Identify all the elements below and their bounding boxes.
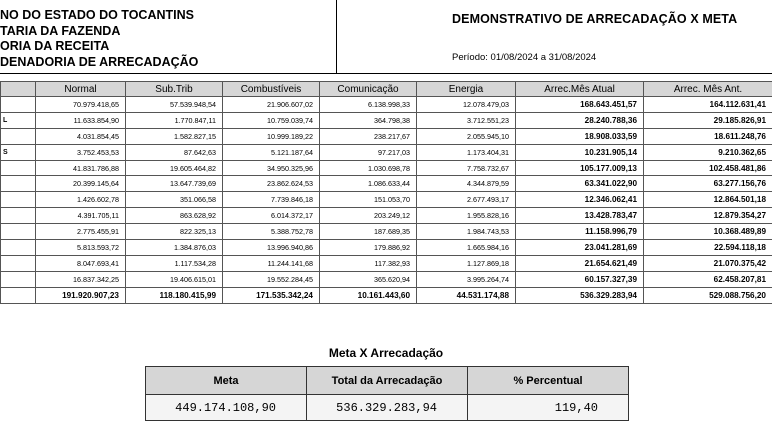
table-cell: 21.070.375,42 [644, 255, 772, 271]
table-cell: 6.014.372,17 [223, 208, 320, 224]
table-cell: 102.458.481,86 [644, 160, 772, 176]
table-cell: 62.458.207,81 [644, 271, 772, 287]
table-cell: 3.712.551,23 [417, 112, 516, 128]
row-label [1, 255, 36, 271]
org-line: ORIA DA RECEITA [0, 39, 110, 53]
table-cell: 4.391.705,11 [36, 208, 126, 224]
org-header [0, 0, 337, 74]
table-cell: 70.979.418,65 [36, 97, 126, 113]
table-cell: 20.399.145,64 [36, 176, 126, 192]
table-cell: 22.594.118,18 [644, 240, 772, 256]
org-line: TARIA DA FAZENDA [0, 23, 121, 38]
table-cell: 21.906.607,02 [223, 97, 320, 113]
table-cell: 19.552.284,45 [223, 271, 320, 287]
total-value: 536.329.283,94 [307, 395, 468, 421]
row-label [1, 176, 36, 192]
table-cell: 11.633.854,90 [36, 112, 126, 128]
total-header: Total da Arrecadação [307, 367, 468, 395]
table-cell: 41.831.786,88 [36, 160, 126, 176]
table-cell: 5.388.752,78 [223, 224, 320, 240]
row-label: S [1, 144, 36, 160]
table-cell: 16.837.342,25 [36, 271, 126, 287]
table-cell: 238.217,67 [320, 128, 417, 144]
table-cell: 7.758.732,67 [417, 160, 516, 176]
total-cell: 171.535.342,24 [223, 287, 320, 303]
column-header: Energia [417, 82, 516, 97]
table-cell: 1.030.698,78 [320, 160, 417, 176]
total-label [1, 287, 36, 303]
row-label [1, 240, 36, 256]
table-row [1, 271, 772, 287]
table-cell: 11.244.141,68 [223, 255, 320, 271]
table-cell: 117.382,93 [320, 255, 417, 271]
table-cell: 1.384.876,03 [126, 240, 223, 256]
table-row [1, 192, 772, 208]
table-cell: 28.240.788,36 [516, 112, 644, 128]
table-row [1, 224, 772, 240]
org-line: NO DO ESTADO DO TOCANTINS [0, 8, 194, 22]
table-cell: 12.346.062,41 [516, 192, 644, 208]
percent-header: % Percentual [468, 367, 629, 395]
total-cell: 191.920.907,23 [36, 287, 126, 303]
table-cell: 1.582.827,15 [126, 128, 223, 144]
table-cell: 1.770.847,11 [126, 112, 223, 128]
table-cell: 4.031.854,45 [36, 128, 126, 144]
table-cell: 12.879.354,27 [644, 208, 772, 224]
table-cell: 1.117.534,28 [126, 255, 223, 271]
row-label [1, 160, 36, 176]
report-header [337, 0, 772, 74]
table-cell: 822.325,13 [126, 224, 223, 240]
total-cell: 44.531.174,88 [417, 287, 516, 303]
table-cell: 97.217,03 [320, 144, 417, 160]
table-cell: 179.886,92 [320, 240, 417, 256]
table-row [1, 255, 772, 271]
table-cell: 105.177.009,13 [516, 160, 644, 176]
table-cell: 863.628,92 [126, 208, 223, 224]
column-header: Sub.Trib [126, 82, 223, 97]
table-row [1, 144, 772, 160]
table-row [1, 97, 772, 113]
table-cell: 12.864.501,18 [644, 192, 772, 208]
report-period: Período: 01/08/2024 a 31/08/2024 [452, 52, 597, 63]
meta-table [145, 366, 629, 421]
table-row [1, 240, 772, 256]
table-cell: 1.426.602,78 [36, 192, 126, 208]
meta-title: Meta X Arrecadação [328, 346, 444, 360]
table-cell: 87.642,63 [126, 144, 223, 160]
table-cell: 7.739.846,18 [223, 192, 320, 208]
table-cell: 203.249,12 [320, 208, 417, 224]
percent-value: 119,40 [468, 395, 629, 421]
table-cell: 168.643.451,57 [516, 97, 644, 113]
total-cell: 118.180.415,99 [126, 287, 223, 303]
table-cell: 13.996.940,86 [223, 240, 320, 256]
table-cell: 9.210.362,65 [644, 144, 772, 160]
table-row [1, 160, 772, 176]
table-cell: 1.955.828,16 [417, 208, 516, 224]
column-header: Combustíveis [223, 82, 320, 97]
table-cell: 164.112.631,41 [644, 97, 772, 113]
table-cell: 34.950.325,96 [223, 160, 320, 176]
table-cell: 10.231.905,14 [516, 144, 644, 160]
table-cell: 5.813.593,72 [36, 240, 126, 256]
table-cell: 60.157.327,39 [516, 271, 644, 287]
table-cell: 57.539.948,54 [126, 97, 223, 113]
table-cell: 5.121.187,64 [223, 144, 320, 160]
table-cell: 21.654.621,49 [516, 255, 644, 271]
total-cell: 536.329.283,94 [516, 287, 644, 303]
meta-value: 449.174.108,90 [146, 395, 307, 421]
table-cell: 19.406.615,01 [126, 271, 223, 287]
table-cell: 2.055.945,10 [417, 128, 516, 144]
arrecadacao-table [0, 81, 772, 304]
column-header: Arrec. Mês Ant. [644, 82, 772, 97]
column-header: Arrec.Mês Atual [516, 82, 644, 97]
total-cell: 529.088.756,20 [644, 287, 772, 303]
table-cell: 12.078.479,03 [417, 97, 516, 113]
column-header: Normal [36, 82, 126, 97]
table-cell: 3.752.453,53 [36, 144, 126, 160]
table-cell: 18.611.248,76 [644, 128, 772, 144]
table-cell: 11.158.996,79 [516, 224, 644, 240]
table-row [1, 128, 772, 144]
table-cell: 19.605.464,82 [126, 160, 223, 176]
table-cell: 1.984.743,53 [417, 224, 516, 240]
table-cell: 23.041.281,69 [516, 240, 644, 256]
table-cell: 1.127.869,18 [417, 255, 516, 271]
row-label [1, 97, 36, 113]
table-cell: 63.277.156,76 [644, 176, 772, 192]
row-label [1, 208, 36, 224]
table-cell: 18.908.033,59 [516, 128, 644, 144]
row-label [1, 271, 36, 287]
table-cell: 151.053,70 [320, 192, 417, 208]
table-cell: 1.665.984,16 [417, 240, 516, 256]
column-header [1, 82, 36, 97]
table-cell: 2.775.455,91 [36, 224, 126, 240]
row-label: L [1, 112, 36, 128]
table-cell: 364.798,38 [320, 112, 417, 128]
table-row [1, 112, 772, 128]
report-title: DEMONSTRATIVO DE ARRECADAÇÃO X META [452, 12, 738, 26]
table-cell: 3.995.264,74 [417, 271, 516, 287]
table-cell: 2.677.493,17 [417, 192, 516, 208]
table-cell: 6.138.998,33 [320, 97, 417, 113]
table-cell: 23.862.624,53 [223, 176, 320, 192]
meta-header: Meta [146, 367, 307, 395]
row-label [1, 128, 36, 144]
table-cell: 10.368.489,89 [644, 224, 772, 240]
table-cell: 29.185.826,91 [644, 112, 772, 128]
table-row [1, 208, 772, 224]
table-cell: 4.344.879,59 [417, 176, 516, 192]
total-cell: 10.161.443,60 [320, 287, 417, 303]
table-cell: 365.620,94 [320, 271, 417, 287]
table-cell: 187.689,35 [320, 224, 417, 240]
column-header: Comunicação [320, 82, 417, 97]
row-label [1, 224, 36, 240]
org-line: DENADORIA DE ARRECADAÇÃO [0, 54, 199, 69]
table-cell: 8.047.693,41 [36, 255, 126, 271]
table-row [1, 176, 772, 192]
row-label [1, 192, 36, 208]
total-row [1, 287, 772, 303]
table-cell: 1.173.404,31 [417, 144, 516, 160]
table-cell: 10.999.189,22 [223, 128, 320, 144]
table-cell: 63.341.022,90 [516, 176, 644, 192]
table-cell: 1.086.633,44 [320, 176, 417, 192]
table-cell: 351.066,58 [126, 192, 223, 208]
table-cell: 13.647.739,69 [126, 176, 223, 192]
table-cell: 13.428.783,47 [516, 208, 644, 224]
table-cell: 10.759.039,74 [223, 112, 320, 128]
